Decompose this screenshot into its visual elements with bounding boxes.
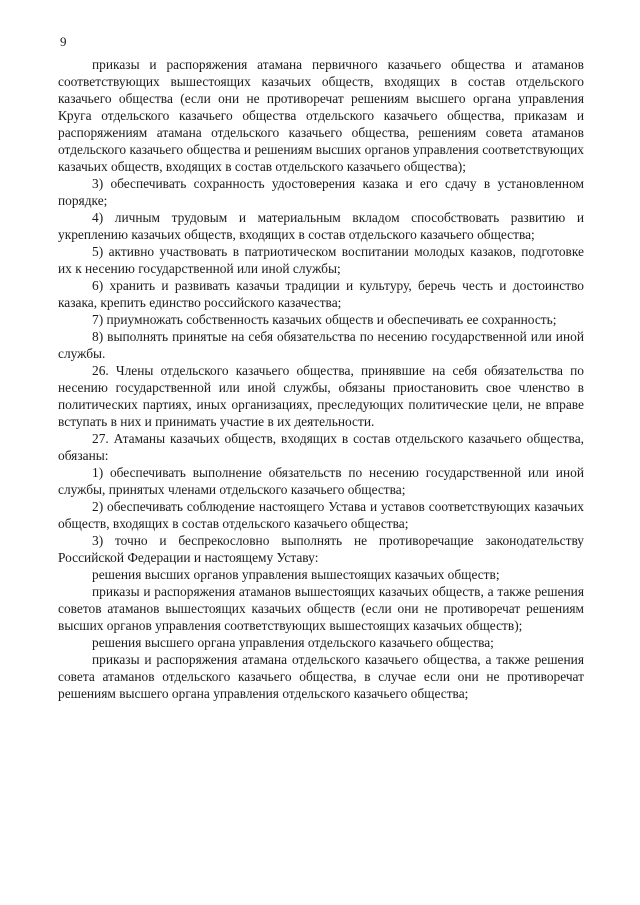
paragraph-otdel-ataman-orders: приказы и распоряжения атамана отдельского казачьего общества, а также решения совета атаманов отдельского казачьего общества, в случае если они не противоречат решениям высшего органа управления отдельского казачьего общества; <box>58 652 584 701</box>
paragraph-article-26: 26. Члены отдельского казачьего общества, принявшие на себя обязательства по несению государственной или иной службы, обязаны приостановить свое членство в политических партиях, иных организациях, преследующих политические цели, не вправе вступать в них и принимать участие в их деятельности. <box>58 363 584 429</box>
paragraph-duty-7: 7) приумножать собственность казачьих обществ и обеспечивать ее сохранность; <box>92 312 557 327</box>
paragraph-orders-primary-society: приказы и распоряжения атамана первичного казачьего общества и атаманов соответствующих вышестоящих казачьих обществ, входящих в состав отдельского казачьего общества (если они не противоречат решениям высшего органа управления Круга отдельского казачьего общества отдельского казачьего общества, приказам и распоряжениям атамана отдельского казачьего общества, решениям совета атаманов отдельского казачьего общества и решениям высших органов управления соответствующих казачьих обществ, входящих в состав отдельского казачьего общества); <box>58 57 584 174</box>
paragraph-duty-3: 3) обеспечивать сохранность удостоверения казака и его сдачу в установленном порядке; <box>58 176 584 208</box>
paragraph-atamans-duty-1: 1) обеспечивать выполнение обязательств по несению государственной или иной службы, принятых членами отдельского казачьего общества; <box>58 465 584 497</box>
document-body <box>58 56 584 702</box>
paragraph-duty-4: 4) личным трудовым и материальным вкладом способствовать развитию и укреплению казачьих обществ, входящих в состав отдельского казачьего общества; <box>58 210 584 242</box>
page-number: 9 <box>60 34 67 49</box>
paragraph-article-27: 27. Атаманы казачьих обществ, входящих в состав отдельского казачьего общества, обязаны: <box>58 431 584 463</box>
paragraph-duty-8: 8) выполнять принятые на себя обязательства по несению государственной или иной службы. <box>58 329 584 361</box>
paragraph-duty-5: 5) активно участвовать в патриотическом воспитании молодых казаков, подготовке их к несению государственной или иной службы; <box>58 244 584 276</box>
paragraph-atamans-duty-3: 3) точно и беспрекословно выполнять не противоречащие законодательству Российской Федерации и настоящему Уставу: <box>58 533 584 565</box>
paragraph-otdel-supreme-body-decisions: решения высшего органа управления отдельского казачьего общества; <box>92 635 494 650</box>
paragraph-duty-6: 6) хранить и развивать казачьи традиции и культуру, беречь честь и достоинство казака, крепить единство российского казачества; <box>58 278 584 310</box>
paragraph-higher-bodies-decisions: решения высших органов управления вышестоящих казачьих обществ; <box>92 567 500 582</box>
paragraph-higher-atamans-orders: приказы и распоряжения атаманов вышестоящих казачьих обществ, а также решения советов атаманов вышестоящих казачьих обществ (если они не противоречат решениям высших органов управления соответствующих вышестоящих казачьих обществ); <box>58 584 584 633</box>
paragraph-atamans-duty-2: 2) обеспечивать соблюдение настоящего Устава и уставов соответствующих казачьих обществ, входящих в состав отдельского казачьего общества; <box>58 499 584 531</box>
